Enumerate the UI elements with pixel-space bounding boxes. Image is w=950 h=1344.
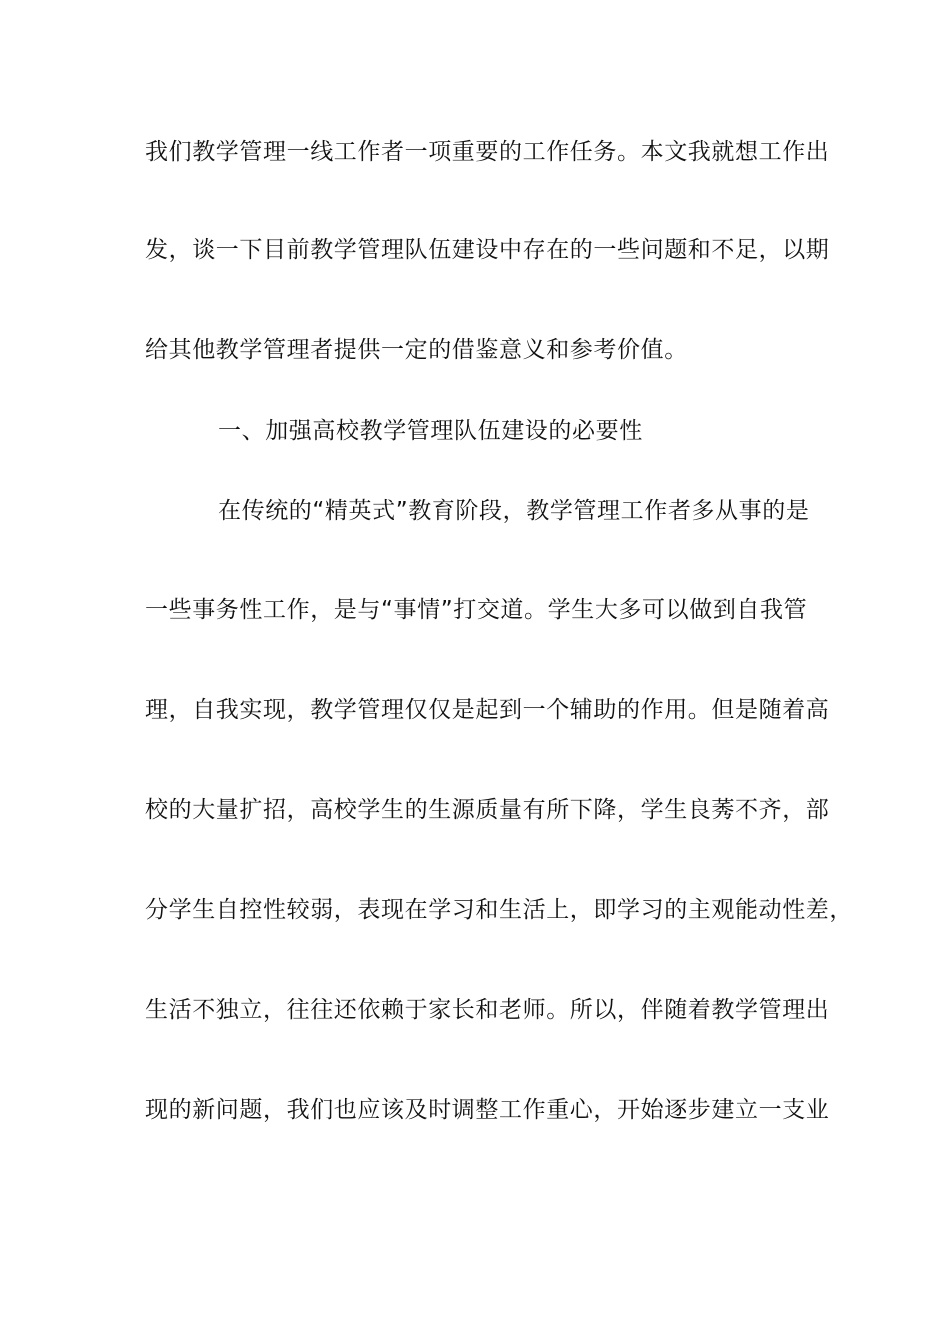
paragraph-line: 一些事务性工作，是与“事情”打交道。学生大多可以做到自我管 xyxy=(145,597,808,623)
paragraph-line: 我们教学管理一线工作者一项重要的工作任务。本文我就想工作出 xyxy=(145,139,830,165)
paragraph-line: 在传统的“精英式”教育阶段，教学管理工作者多从事的是 xyxy=(218,498,810,524)
paragraph-line: 发，谈一下目前教学管理队伍建设中存在的一些问题和不足，以期 xyxy=(145,237,830,263)
paragraph-line: 校的大量扩招，高校学生的生源质量有所下降，学生良莠不齐，部 xyxy=(145,797,830,823)
paragraph-line: 分学生自控性较弱，表现在学习和生活上，即学习的主观能动性差， xyxy=(145,897,853,923)
paragraph-line: 理，自我实现，教学管理仅仅是起到一个辅助的作用。但是随着高 xyxy=(145,697,830,723)
paragraph-line: 生活不独立，往往还依赖于家长和老师。所以，伴随着教学管理出 xyxy=(145,997,830,1023)
paragraph-line: 给其他教学管理者提供一定的借鉴意义和参考价值。 xyxy=(145,337,688,363)
section-heading: 一、加强高校教学管理队伍建设的必要性 xyxy=(218,418,643,444)
paragraph-line: 现的新问题，我们也应该及时调整工作重心，开始逐步建立一支业 xyxy=(145,1097,830,1123)
